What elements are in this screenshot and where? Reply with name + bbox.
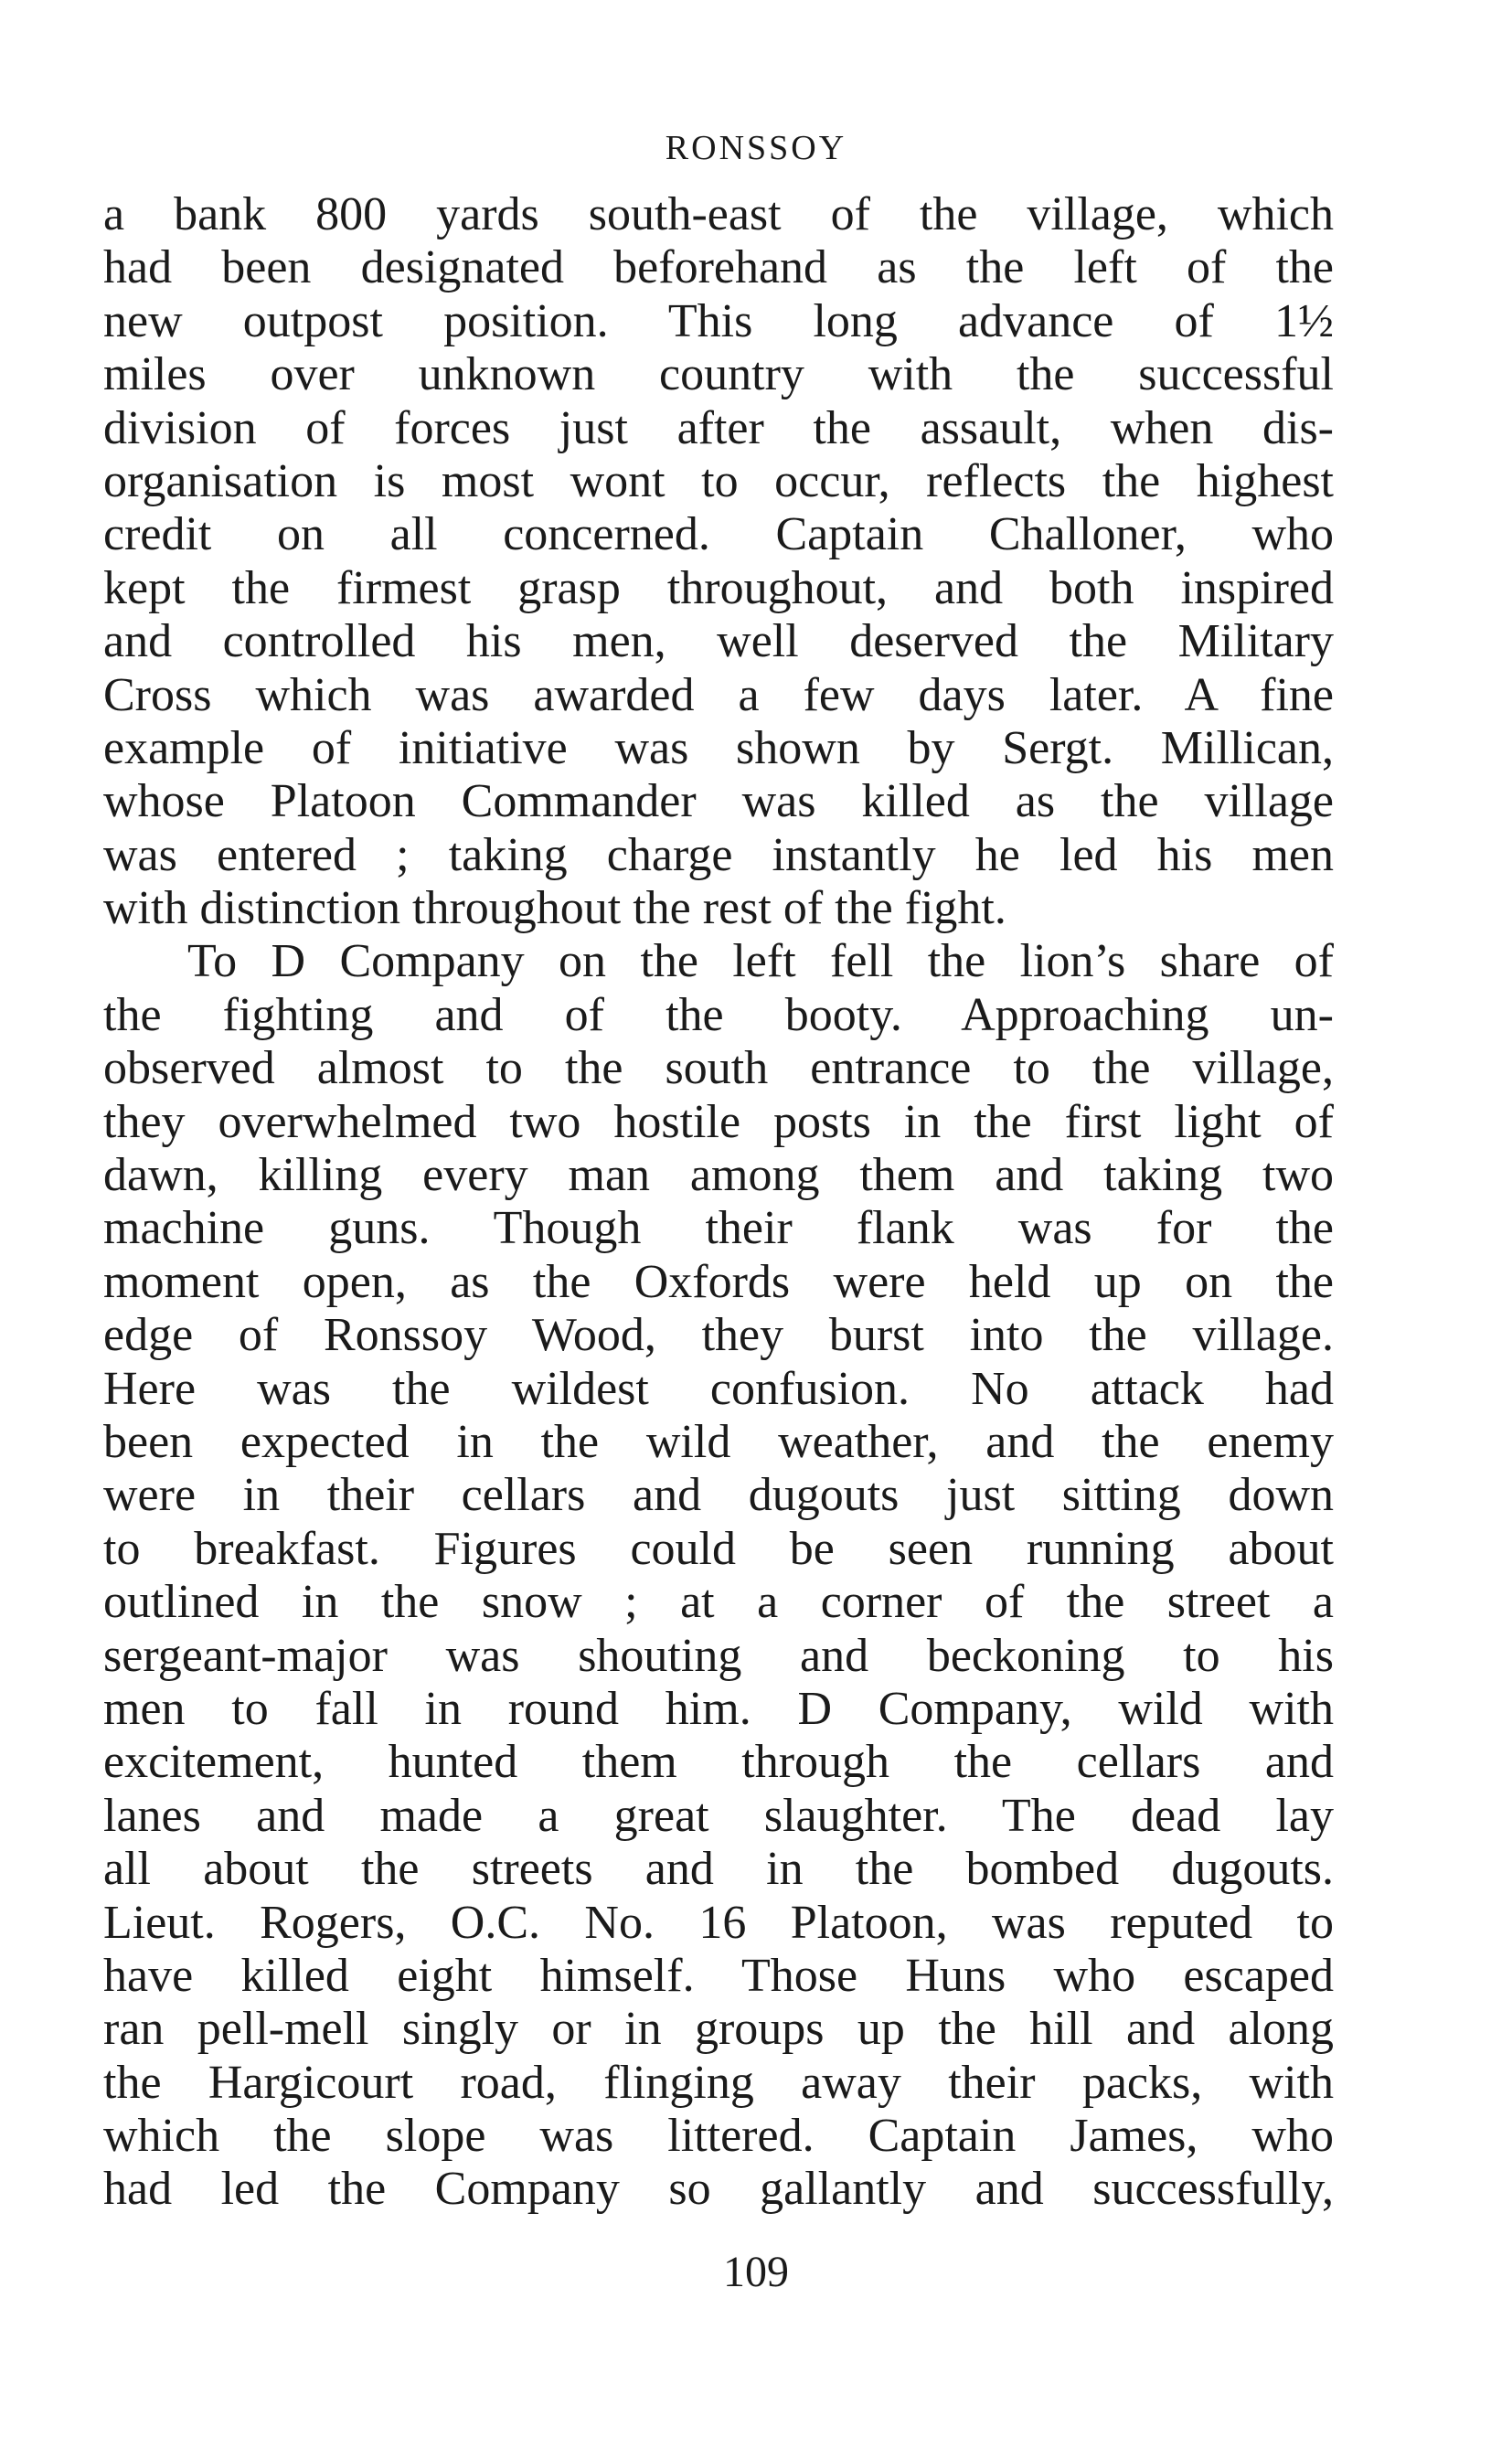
text-line: was entered ; taking charge instantly he led his men bbox=[103, 828, 1334, 881]
text-line: and controlled his men, well deserved the Military bbox=[103, 615, 1334, 668]
text-line: the fighting and of the booty. Approaching un- bbox=[103, 988, 1334, 1041]
page-number: 109 bbox=[723, 2248, 789, 2296]
text-line: were in their cellars and dugouts just sitting down bbox=[103, 1469, 1334, 1522]
text-line: Cross which was awarded a few days later. A fine bbox=[103, 668, 1334, 721]
text-line: whose Platoon Commander was killed as the village bbox=[103, 775, 1334, 828]
text-line: excitement, hunted them through the cellars and bbox=[103, 1736, 1334, 1789]
text-line: a bank 800 yards south-east of the village, which bbox=[103, 188, 1334, 240]
text-line: Here was the wildest confusion. No attack had bbox=[103, 1362, 1334, 1415]
text-line: which the slope was littered. Captain James, who bbox=[103, 2110, 1334, 2163]
text-line: they overwhelmed two hostile posts in the first light of bbox=[103, 1095, 1334, 1148]
text-line: had been designated beforehand as the left of the bbox=[103, 241, 1334, 294]
text-line: with distinction throughout the rest of the fight. bbox=[103, 882, 1006, 935]
paragraph bbox=[103, 188, 1334, 935]
text-line: Lieut. Rogers, O.C. No. 16 Platoon, was reputed to bbox=[103, 1896, 1334, 1949]
text-line: men to fall in round him. D Company, wild with bbox=[103, 1682, 1334, 1735]
text-line: example of initiative was shown by Sergt. Millican, bbox=[103, 721, 1334, 774]
text-line: division of forces just after the assault, when dis- bbox=[103, 401, 1334, 454]
text-line: been expected in the wild weather, and the enemy bbox=[103, 1415, 1334, 1468]
text-line: moment open, as the Oxfords were held up on the bbox=[103, 1255, 1334, 1308]
text-line: credit on all concerned. Captain Challoner, who bbox=[103, 508, 1334, 561]
body-text bbox=[103, 188, 1334, 2217]
text-line: new outpost position. This long advance of 1½ bbox=[103, 294, 1334, 347]
running-head: RONSSOY bbox=[665, 129, 847, 167]
text-line: machine guns. Though their flank was for the bbox=[103, 1202, 1334, 1255]
text-line: have killed eight himself. Those Huns who escaped bbox=[103, 1949, 1334, 2002]
text-line: the Hargicourt road, flinging away their packs, with bbox=[103, 2056, 1334, 2109]
text-line: dawn, killing every man among them and taking two bbox=[103, 1149, 1334, 1202]
text-line: lanes and made a great slaughter. The dead lay bbox=[103, 1789, 1334, 1842]
text-line: to breakfast. Figures could be seen running about bbox=[103, 1522, 1334, 1575]
text-line: observed almost to the south entrance to the village, bbox=[103, 1042, 1334, 1095]
text-line: had led the Company so gallantly and successfully, bbox=[103, 2163, 1334, 2216]
text-line: To D Company on the left fell the lion’s share of bbox=[187, 935, 1334, 988]
text-line: edge of Ronssoy Wood, they burst into the village. bbox=[103, 1309, 1334, 1362]
text-line: outlined in the snow ; at a corner of the street a bbox=[103, 1576, 1334, 1629]
text-line: sergeant-major was shouting and beckoning to his bbox=[103, 1629, 1334, 1682]
text-line: kept the firmest grasp throughout, and both inspired bbox=[103, 561, 1334, 614]
paragraph bbox=[103, 935, 1334, 2216]
text-line: miles over unknown country with the successful bbox=[103, 348, 1334, 401]
text-line: ran pell-mell singly or in groups up the hill and along bbox=[103, 2003, 1334, 2056]
text-line: organisation is most wont to occur, reflects the highest bbox=[103, 454, 1334, 507]
text-line: all about the streets and in the bombed dugouts. bbox=[103, 1843, 1334, 1896]
